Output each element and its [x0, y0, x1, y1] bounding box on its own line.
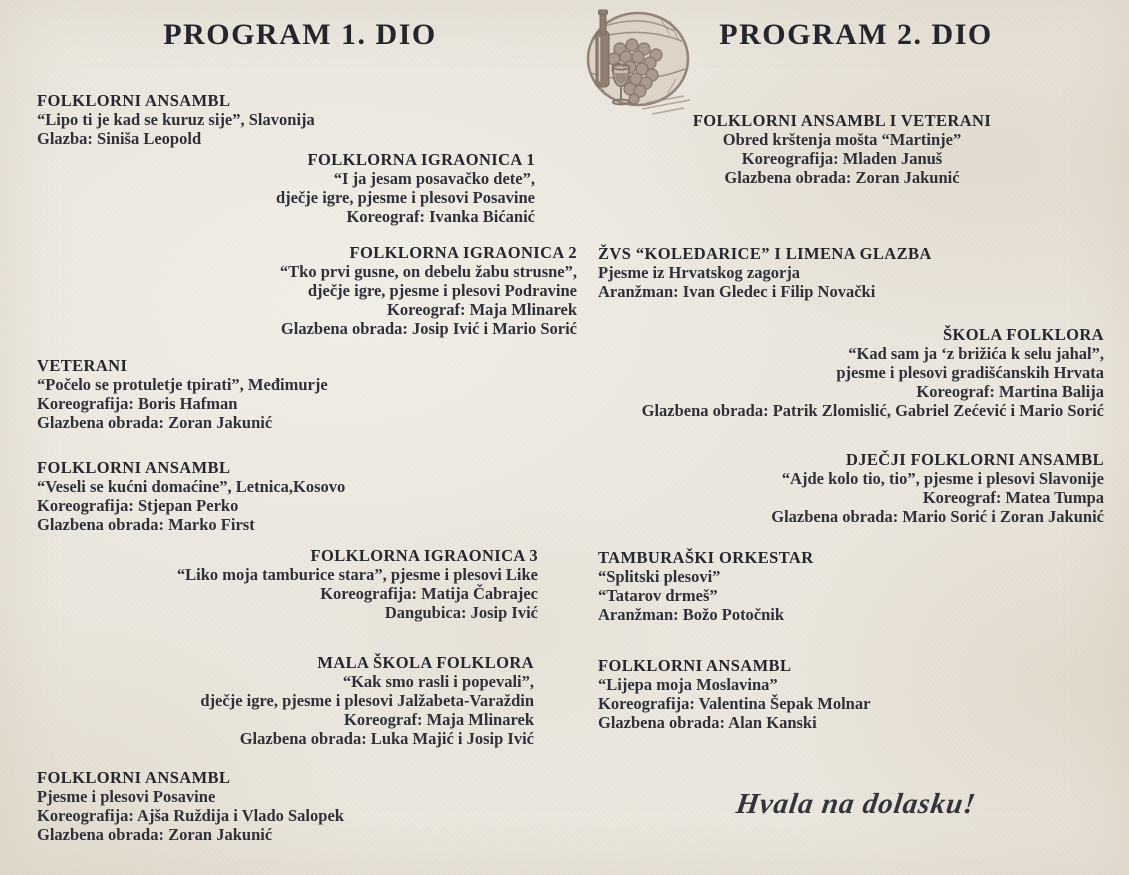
section-heading: VETERANI	[37, 356, 128, 375]
text-line: Glazbena obrada: Luka Majić i Josip Ivić	[239, 729, 534, 748]
program-section	[37, 768, 344, 844]
program-section	[598, 244, 932, 301]
text-line: Koreografija: Ajša Ruždija i Vlado Salopek	[37, 806, 344, 825]
program-section	[280, 243, 577, 338]
program-section	[200, 653, 534, 748]
text-line: Glazbena obrada: Marko First	[37, 515, 255, 534]
text-line: “Počelo se protuletje tpirati”, Međimurje	[37, 375, 328, 394]
program2-title: PROGRAM 2. DIO	[719, 18, 993, 51]
section-lines	[37, 375, 328, 432]
text-line: Koreografija: Stjepan Perko	[37, 496, 239, 515]
text-line: Pjesme iz Hrvatskog zagorja	[598, 263, 801, 282]
text-line: Glazbena obrada: Alan Kanski	[598, 713, 817, 732]
text-line: Koreograf: Martina Balija	[916, 382, 1104, 401]
section-heading: ŽVS “KOLEDARICE” I LIMENA GLAZBA	[598, 244, 932, 263]
text-line: pjesme i plesovi gradišćanskih Hrvata	[836, 363, 1104, 382]
text-line: Koreografija: Matija Čabrajec	[320, 584, 538, 603]
section-heading: FOLKLORNI ANSAMBL	[598, 656, 792, 675]
text-line: Obred krštenja mošta “Martinje”	[722, 130, 962, 149]
text-line: “Ajde kolo tio, tio”, pjesme i plesovi Slavonije	[781, 469, 1104, 488]
section-lines	[598, 567, 814, 624]
program-section	[598, 656, 870, 732]
section-lines	[771, 469, 1104, 526]
section-heading: FOLKLORNA IGRAONICA 2	[349, 243, 577, 262]
section-lines	[37, 477, 345, 534]
text-line: Glazbena obrada: Mario Sorić i Zoran Jakunić	[771, 507, 1104, 526]
closing-script-text: Hvala na dolasku!	[734, 788, 979, 820]
section-lines	[200, 672, 534, 748]
section-heading: FOLKLORNI ANSAMBL	[37, 91, 231, 110]
text-line: dječje igre, pjesme i plesovi Podravine	[307, 281, 577, 300]
program1-title: PROGRAM 1. DIO	[163, 18, 437, 51]
section-lines	[642, 344, 1104, 420]
program-section	[276, 150, 535, 226]
text-line: Glazba: Siniša Leopold	[37, 129, 202, 148]
text-line: Koreograf: Matea Tumpa	[922, 488, 1104, 507]
text-line: Aranžman: Ivan Gledec i Filip Novački	[598, 282, 876, 301]
text-line: Koreografija: Valentina Šepak Molnar	[598, 694, 871, 713]
text-line: “Splitski plesovi”	[598, 567, 721, 586]
text-line: “Kak smo rasli i popevali”,	[342, 672, 534, 691]
section-heading: DJEČJI FOLKLORNI ANSAMBL	[845, 450, 1104, 469]
program-section	[37, 356, 328, 432]
section-heading: FOLKLORNA IGRAONICA 3	[310, 546, 538, 565]
program-section	[593, 111, 1091, 187]
program-section	[598, 548, 814, 624]
text-line: dječje igre, pjesme i plesovi Posavine	[275, 188, 535, 207]
text-line: “Veseli se kućni domaćine”, Letnica,Kosovo	[37, 477, 346, 496]
section-lines	[37, 787, 344, 844]
section-lines	[37, 110, 315, 148]
section-heading: FOLKLORNI ANSAMBL	[37, 458, 231, 477]
program-section	[37, 91, 315, 148]
text-line: “Kad sam ja ‘z brižića k selu jahal”,	[848, 344, 1104, 363]
program-section	[177, 546, 538, 622]
section-heading: FOLKLORNA IGRAONICA 1	[307, 150, 535, 169]
program-section	[37, 458, 345, 534]
text-line: Glazbena obrada: Zoran Jakunić	[37, 825, 273, 844]
program-section	[642, 325, 1104, 420]
text-line: dječje igre, pjesme i plesovi Jalžabeta-Varaždin	[200, 691, 534, 710]
section-lines	[598, 263, 932, 301]
text-line: Pjesme i plesovi Posavine	[37, 787, 216, 806]
section-heading: FOLKLORNI ANSAMBL	[37, 768, 231, 787]
section-heading: MALA ŠKOLA FOLKLORA	[317, 653, 534, 672]
text-line: Koreograf: Maja Mlinarek	[343, 710, 534, 729]
section-heading: ŠKOLA FOLKLORA	[942, 325, 1104, 344]
section-lines	[276, 169, 535, 226]
program-section	[771, 450, 1104, 526]
text-line: “Liko moja tamburice stara”, pjesme i plesovi Like	[176, 565, 538, 584]
text-line: Dangubica: Josip Ivić	[384, 603, 538, 622]
text-line: Aranžman: Božo Potočnik	[598, 605, 785, 624]
section-heading: FOLKLORNI ANSAMBL I VETERANI	[692, 111, 992, 130]
text-line: Glazbena obrada: Josip Ivić i Mario Sorić	[280, 319, 577, 338]
text-line: “Tko prvi gusne, on debelu žabu strusne”,	[279, 262, 577, 281]
section-lines	[177, 565, 538, 622]
text-line: Koreograf: Ivanka Bićanić	[346, 207, 535, 226]
section-lines	[280, 262, 577, 338]
text-line: Glazbena obrada: Zoran Jakunić	[37, 413, 273, 432]
text-line: “Lijepa moja Moslavina”	[598, 675, 778, 694]
text-line: Glazbena obrada: Zoran Jakunić	[724, 168, 960, 187]
section-lines	[598, 675, 870, 732]
text-line: Glazbena obrada: Patrik Zlomislić, Gabriel Zećević i Mario Sorić	[641, 401, 1104, 420]
text-line: “Lipo ti je kad se kuruz sije”, Slavonija	[37, 110, 315, 129]
text-line: “Tatarov drmeš”	[598, 586, 718, 605]
section-lines	[593, 130, 1091, 187]
text-line: Koreografija: Boris Hafman	[37, 394, 238, 413]
text-line: Koreograf: Maja Mlinarek	[386, 300, 577, 319]
section-heading: TAMBURAŠKI ORKESTAR	[598, 548, 814, 567]
wine-barrel-grapes-icon	[572, 5, 694, 121]
text-line: Koreografija: Mladen Januš	[741, 149, 943, 168]
text-line: “I ja jesam posavačko dete”,	[333, 169, 535, 188]
